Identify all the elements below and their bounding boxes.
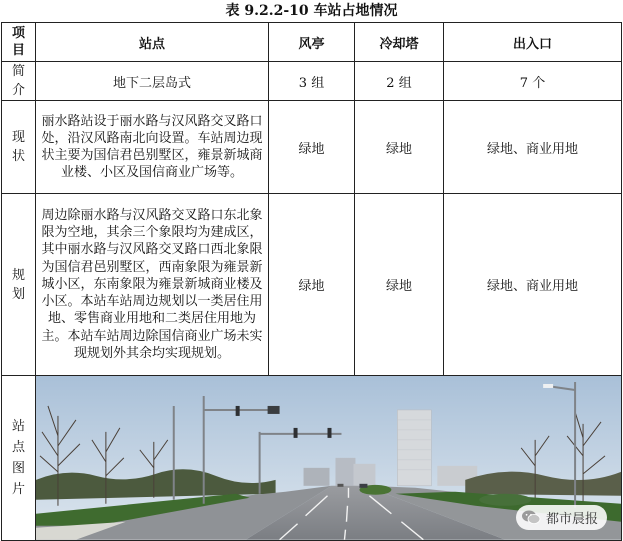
header-wind-pavilion: 风亭 bbox=[269, 23, 355, 62]
watermark-text: 都市晨报 bbox=[545, 511, 598, 527]
row-brief bbox=[2, 62, 622, 101]
brief-cooling-tower: 2 组 bbox=[355, 62, 444, 101]
planning-wind-pavilion: 绿地 bbox=[269, 194, 355, 376]
brief-entrance: 7 个 bbox=[444, 62, 622, 101]
current-station: 丽水路站设于丽水路与汉风路交叉路口处，沿汉风路南北向设置。车站周边现状主要为国信君邑别墅区，雍景新城商业楼、小区及国信商业广场等。 bbox=[36, 101, 269, 194]
wechat-icon bbox=[521, 509, 541, 525]
row-label-photo: 站点图片 bbox=[2, 376, 36, 541]
header-item bbox=[2, 23, 36, 62]
tower-building bbox=[397, 410, 431, 486]
planning-cooling-tower: 绿地 bbox=[355, 194, 444, 376]
header-row bbox=[2, 23, 622, 62]
planning-entrance: 绿地、商业用地 bbox=[444, 194, 622, 376]
watermark-badge bbox=[516, 505, 607, 530]
station-land-table bbox=[1, 22, 622, 541]
header-item-text: 项目 bbox=[11, 26, 25, 58]
header-entrance: 出入口 bbox=[444, 23, 622, 62]
row-current bbox=[2, 101, 622, 194]
header-cooling-tower: 冷却塔 bbox=[355, 23, 444, 62]
current-cooling-tower: 绿地 bbox=[355, 101, 444, 194]
current-entrance: 绿地、商业用地 bbox=[444, 101, 622, 194]
current-wind-pavilion: 绿地 bbox=[269, 101, 355, 194]
row-label-brief: 简介 bbox=[2, 62, 36, 101]
row-label-current: 现状 bbox=[2, 101, 36, 194]
brief-station: 地下二层岛式 bbox=[36, 62, 269, 101]
row-label-planning: 规划 bbox=[2, 194, 36, 376]
row-planning bbox=[2, 194, 622, 376]
station-photo-cell bbox=[36, 376, 622, 541]
header-station: 站点 bbox=[36, 23, 269, 62]
brief-wind-pavilion: 3 组 bbox=[269, 62, 355, 101]
planning-station: 周边除丽水路与汉风路交叉路口东北象限为空地，其余三个象限均为建成区，其中丽水路与汉风路交叉路口西北象限为国信君邑别墅区，西南象限为雍景新城小区，东南象限为雍景新城商业楼及小区。本站车站周边规划以一类居住用地、零售商业用地和二类居住用地为主。本站车站周边除国信商业广场未实现规划外其余均实现规划。 bbox=[36, 194, 269, 376]
row-photo bbox=[2, 376, 622, 541]
table-caption: 表 9.2.2-10 车站占地情况 bbox=[225, 3, 398, 19]
